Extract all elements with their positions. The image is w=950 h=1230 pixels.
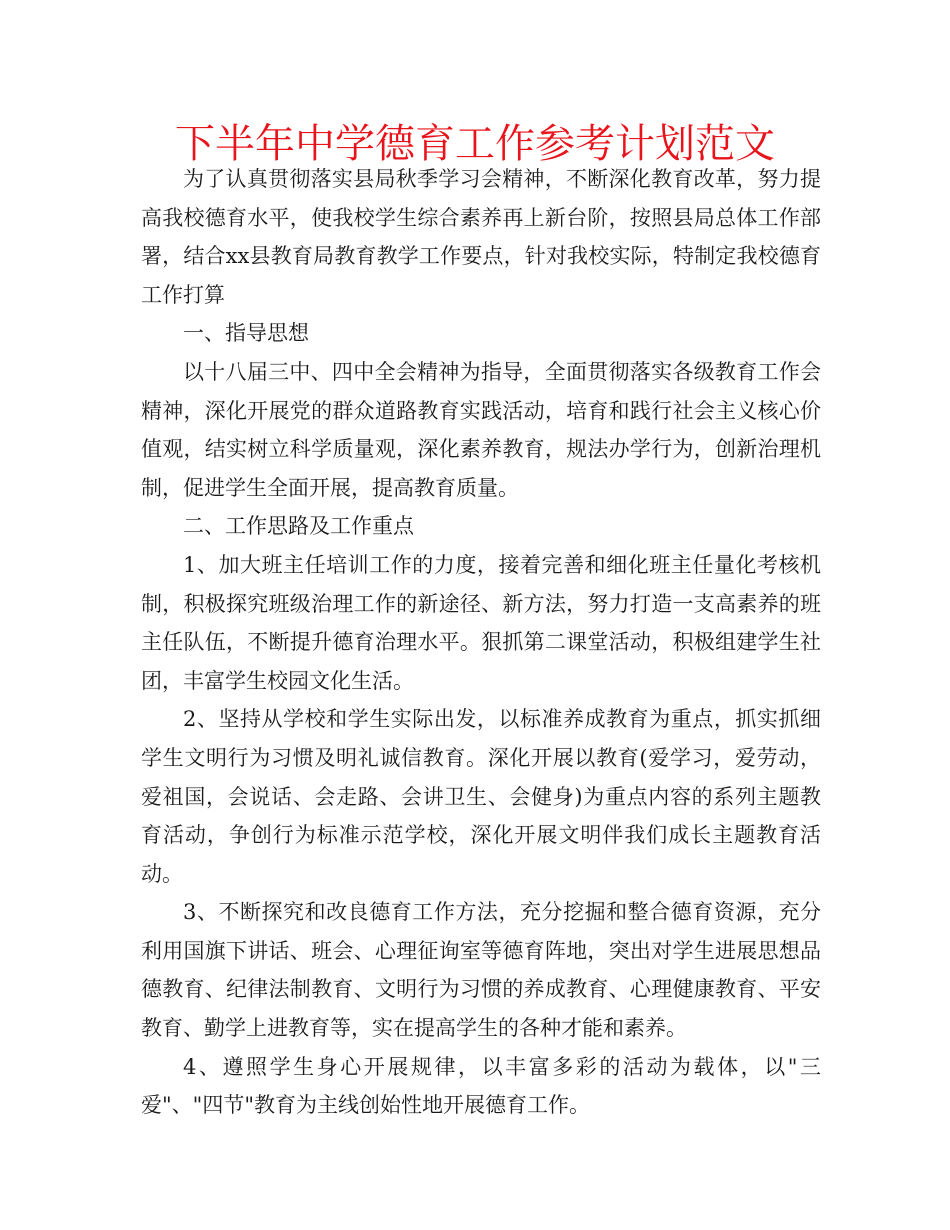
intro-paragraph: 为了认真贯彻落实县局秋季学习会精神，不断深化教育改革，努力提高我校德育水平，使我校学生综合素养再上新台阶，按照县局总体工作部署，结合xx县教育局教育教学工作要点，针对我校实际，特制定我校德育工作打算 — [141, 167, 821, 307]
work-item-1-paragraph: 1、加大班主任培训工作的力度，接着完善和细化班主任量化考核机制，积极探究班级治理工作的新途径、新方法，努力打造一支高素养的班主任队伍，不断提升德育治理水平。狠抓第二课堂活动，积极组建学生社团，丰富学生校园文化生活。 — [141, 552, 821, 693]
work-item-4-paragraph: 4、遵照学生身心开展规律，以丰富多彩的活动为载体，以"三爱"、"四节"教育为主线创始性地开展德育工作。 — [141, 1054, 821, 1118]
guiding-thought-paragraph: 以十八届三中、四中全会精神为指导，全面贯彻落实各级教育工作会精神，深化开展党的群众道路教育实践活动，培育和践行社会主义核心价值观，结实树立科学质量观，深化素养教育，规法办学行为，创新治理机制，促进学生全面开展，提高教育质量。 — [141, 359, 821, 500]
section-heading-work-focus: 二、工作思路及工作重点 — [183, 514, 414, 539]
document-title: 下半年中学德育工作参考计划范文 — [175, 121, 775, 167]
work-item-3-paragraph: 3、不断探究和改良德育工作方法，充分挖掘和整合德育资源，充分利用国旗下讲话、班会、心理征询室等德育阵地，突出对学生进展思想品德教育、纪律法制教育、文明行为习惯的养成教育、心理健康教育、平安教育、勤学上进教育等，实在提高学生的各种才能和素养。 — [141, 900, 821, 1041]
document-body — [141, 160, 821, 1125]
section-heading-guiding-thought: 一、指导思想 — [183, 321, 309, 346]
work-item-2-paragraph: 2、坚持从学校和学生实际出发，以标准养成教育为重点，抓实抓细学生文明行为习惯及明礼诚信教育。深化开展以教育(爱学习，爱劳动，爱祖国，会说话、会走路、会讲卫生、会健身)为重点内容的系列主题教育活动，争创行为标准示范学校，深化开展文明伴我们成长主题教育活动。 — [141, 707, 821, 886]
